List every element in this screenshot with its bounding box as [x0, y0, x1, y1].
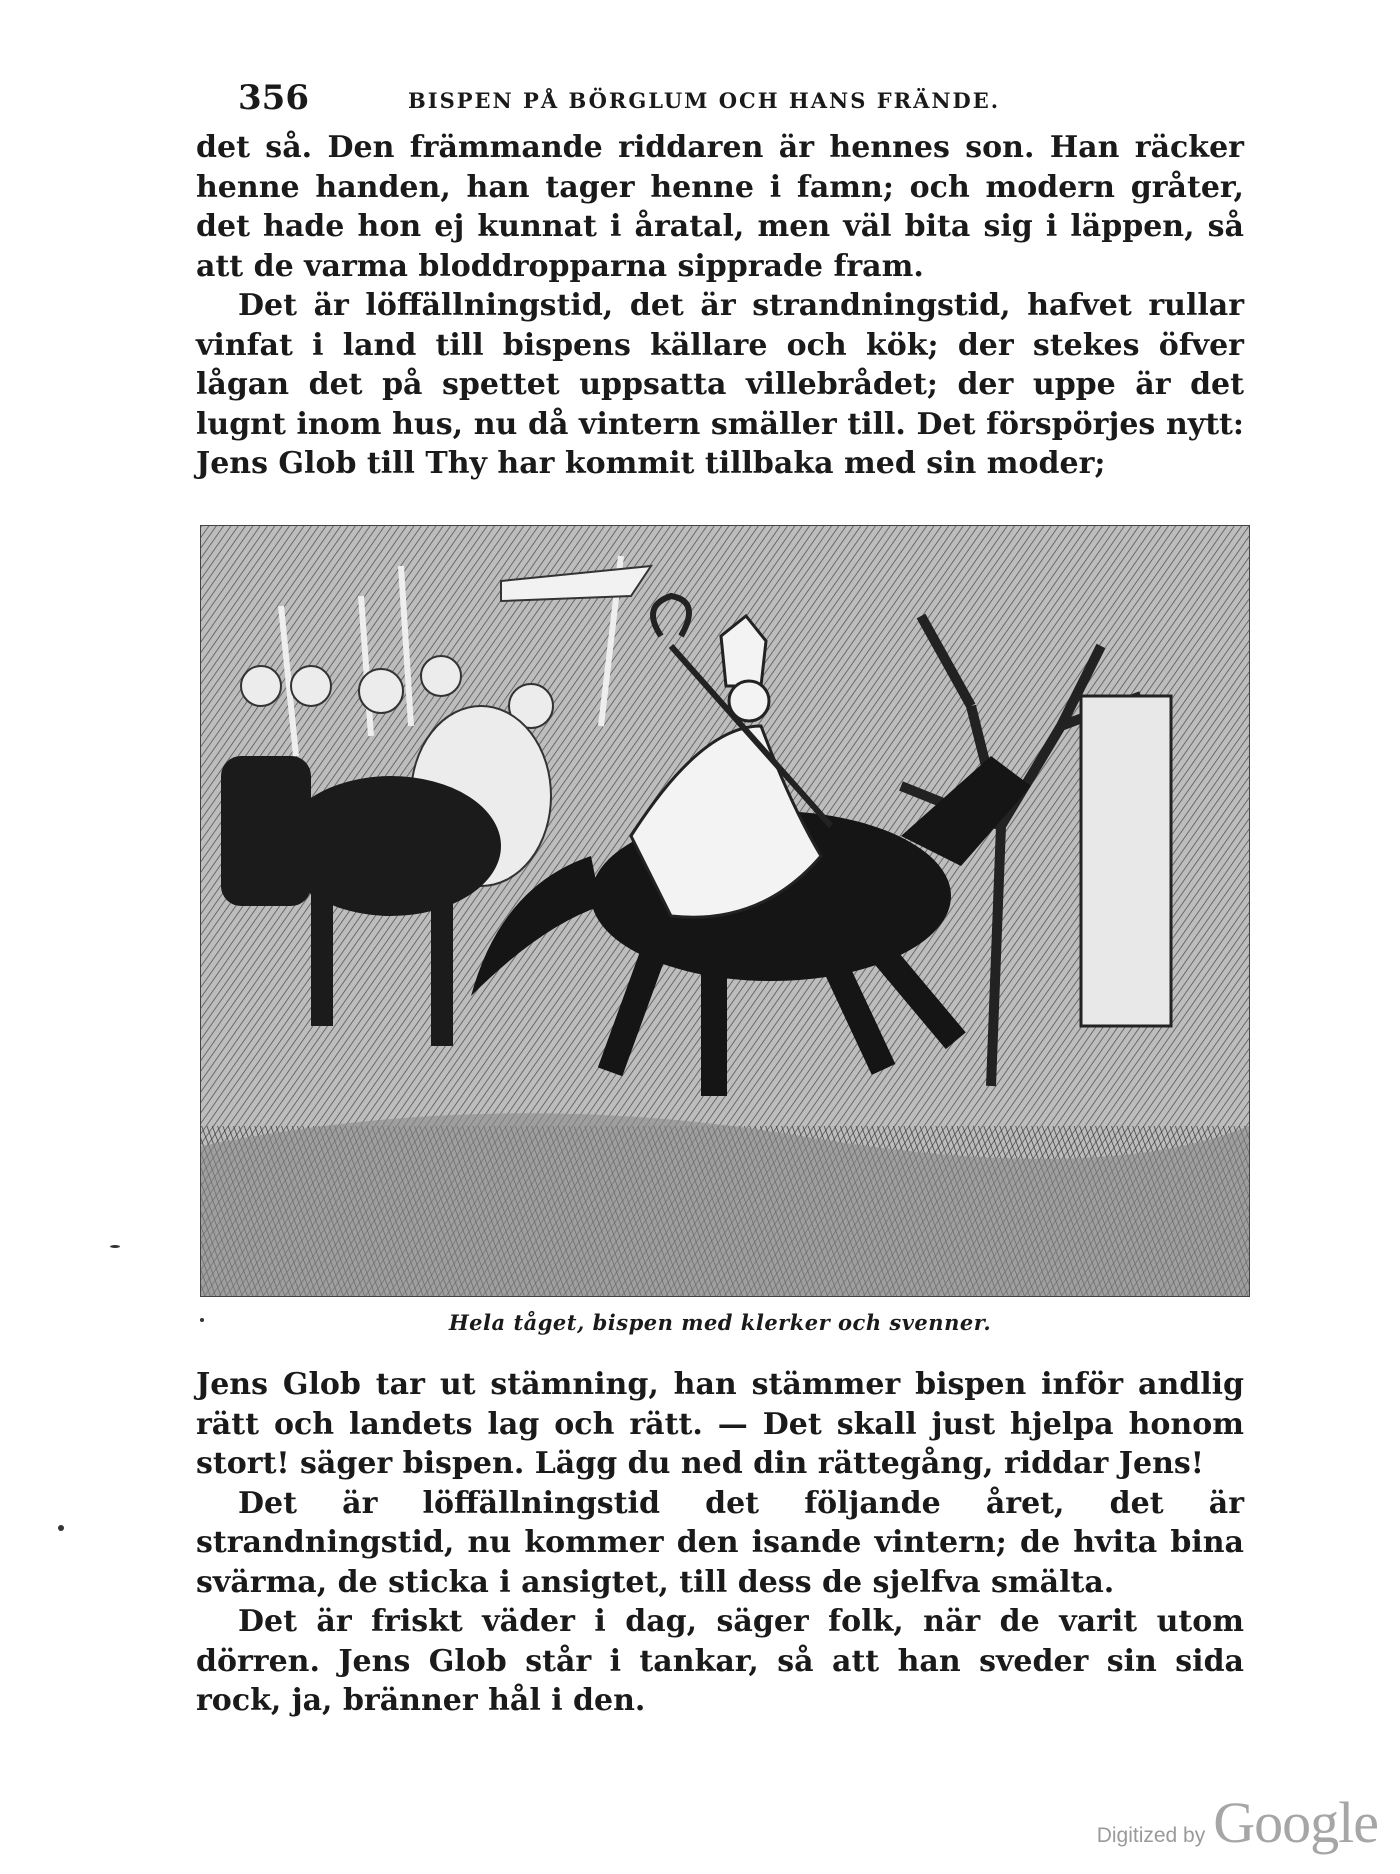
paragraph: Det är löffällningstid det följande året, det är strandningstid, nu kommer den isande vintern; de hvita bina svärma, de sticka i ansigtet, till dess de sjelfva smälta.: [196, 1485, 1244, 1600]
procession-engraving: [201, 526, 1249, 1296]
page-number: 356: [238, 78, 309, 118]
gate-post: [1081, 696, 1171, 1026]
digitized-watermark: [1097, 1789, 1378, 1856]
page-header: [238, 78, 1048, 118]
margin-speck: [58, 1525, 64, 1531]
bottom-text-block: [196, 1365, 1244, 1721]
google-logo: Google: [1213, 1790, 1378, 1855]
illustration-caption: Hela tåget, bispen med klerker och svenner.: [448, 1310, 992, 1335]
engraving-illustration: [200, 525, 1250, 1297]
paragraph: Det är löffällningstid, det är strandningstid, hafvet rullar vinfat i land till bispens källare och kök; der stekes öfver lågan det på spettet uppsatta villebrådet; der uppe är det lugnt inom hus, nu då vintern smäller till. Det förspörjes nytt: Jens Glob till Thy har kommit tillbaka med sin moder;: [196, 288, 1244, 481]
running-title: BISPEN PÅ BÖRGLUM OCH HANS FRÄNDE.: [408, 88, 1001, 113]
margin-speck: [200, 1318, 204, 1322]
paragraph: Det är friskt väder i dag, säger folk, när de varit utom dörren. Jens Glob står i tankar, så att han sveder sin sida rock, ja, bränner hål i den.: [196, 1604, 1244, 1718]
paragraph: Jens Glob tar ut stämning, han stämmer bispen inför andlig rätt och landets lag och rätt. — Det skall just hjelpa honom stort! säger bispen. Lägg du ned din rättegång, riddar Jens!: [196, 1367, 1244, 1481]
paragraph: det så. Den främmande riddaren är hennes son. Han räcker henne handen, han tager henne i famn; och modern gråter, det hade hon ej kunnat i åratal, men väl bita sig i läppen, så att de varma bloddropparna sipprade fram.: [196, 130, 1244, 284]
margin-speck: [110, 1245, 120, 1248]
digitized-label: Digitized by: [1096, 1824, 1206, 1847]
top-text-block: [196, 128, 1244, 484]
